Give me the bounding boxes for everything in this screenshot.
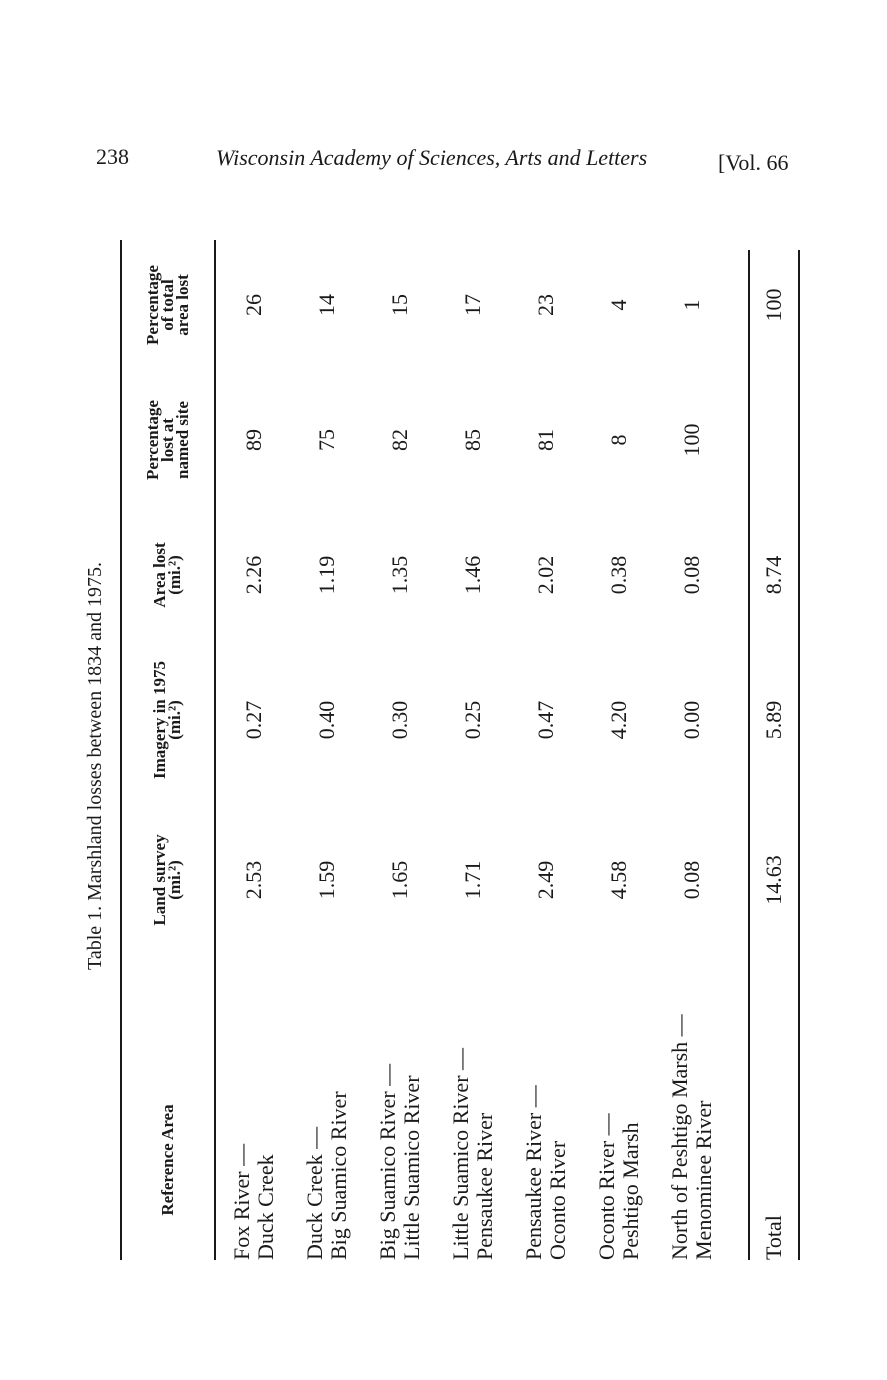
cell-percentage-site: 81: [533, 429, 558, 451]
table-top-rule: [120, 240, 122, 1260]
cell-imagery: 4.20: [606, 700, 631, 740]
cell-land-survey: 1.59: [314, 860, 339, 900]
journal-title: Wisconsin Academy of Sciences, Arts and Letters: [216, 145, 648, 170]
marshland-losses-table: [84, 240, 814, 1290]
cell-land-survey: 0.08: [679, 860, 704, 900]
reference-area-line: Big Suamico River: [326, 1091, 351, 1260]
reference-area-line: Menominee River: [691, 1100, 716, 1260]
reference-area-cell: [376, 960, 424, 1260]
cell-area-lost: 1.19: [314, 555, 339, 595]
total-bottom-rule: [798, 250, 800, 1260]
cell-area-lost: 1.46: [460, 555, 485, 595]
reference-area-cell: [303, 960, 351, 1260]
reference-area-line: Fox River —: [229, 1143, 254, 1260]
cell-area-lost: 2.02: [533, 555, 558, 595]
total-land-survey: 14.63: [761, 855, 786, 905]
reference-area-cell: [230, 960, 278, 1260]
cell-land-survey: 2.49: [533, 860, 558, 900]
reference-area-line: North of Peshtigo Marsh —: [667, 1014, 692, 1260]
cell-percentage-total: 14: [314, 294, 339, 316]
cell-land-survey: 4.58: [606, 860, 631, 900]
cell-percentage-site: 89: [241, 429, 266, 451]
cell-area-lost: 0.08: [679, 555, 704, 595]
volume-label: [Vol. 66: [718, 150, 789, 175]
cell-imagery: 0.40: [314, 700, 339, 740]
cell-percentage-total: 4: [606, 299, 631, 311]
reference-area-line: Pensaukee River —: [521, 1085, 546, 1260]
cell-area-lost: 0.38: [606, 555, 631, 595]
reference-area-line: Duck Creek: [253, 1154, 278, 1260]
cell-percentage-total: 15: [387, 294, 412, 316]
header-bottom-rule: [214, 240, 216, 1260]
reference-area-line: Peshtigo Marsh: [618, 1122, 643, 1260]
cell-imagery: 0.00: [679, 700, 704, 740]
cell-percentage-site: 8: [606, 434, 631, 446]
total-area-lost: 8.74: [761, 555, 786, 595]
page-number: 238: [96, 144, 129, 169]
total-top-rule: [748, 250, 750, 1260]
cell-imagery: 0.27: [241, 700, 266, 740]
cell-area-lost: 2.26: [241, 555, 266, 595]
reference-area-line: Oconto River: [545, 1140, 570, 1260]
reference-area-line: Little Suamico River —: [448, 1047, 473, 1260]
cell-land-survey: 2.53: [241, 860, 266, 900]
cell-percentage-total: 17: [460, 294, 485, 316]
cell-land-survey: 1.71: [460, 860, 485, 900]
reference-area-cell: [595, 960, 643, 1260]
header-area-lost: Area lost (mi.²): [150, 542, 184, 608]
reference-area-line: Oconto River —: [594, 1113, 619, 1260]
cell-imagery: 0.25: [460, 700, 485, 740]
cell-percentage-total: 26: [241, 294, 266, 316]
cell-percentage-site: 100: [679, 423, 704, 457]
header-reference-area: Reference Area: [157, 1104, 177, 1216]
reference-area-line: Duck Creek —: [302, 1126, 327, 1260]
cell-percentage-total: 23: [533, 294, 558, 316]
header-imagery-1975: Imagery in 1975 (mi.²): [150, 660, 184, 780]
header-percentage-total: Percentage of total area lost: [142, 265, 192, 345]
reference-area-line: Big Suamico River —: [375, 1063, 400, 1260]
reference-area-cell: [522, 960, 570, 1260]
total-percentage: 100: [761, 288, 786, 322]
total-label: Total: [761, 1215, 786, 1260]
header-percentage-lost-site: Percentage lost at named site: [142, 400, 192, 480]
cell-percentage-site: 75: [314, 429, 339, 451]
table-caption: Table 1. Marshland losses between 1834 and 1975.: [84, 562, 106, 970]
total-imagery: 5.89: [761, 700, 786, 740]
header-land-survey: Land survey (mi.²): [150, 834, 184, 926]
cell-imagery: 0.30: [387, 700, 412, 740]
cell-land-survey: 1.65: [387, 860, 412, 900]
reference-area-line: Pensaukee River: [472, 1112, 497, 1260]
running-head: [0, 0, 887, 200]
cell-percentage-site: 82: [387, 429, 412, 451]
cell-percentage-total: 1: [679, 299, 704, 311]
cell-area-lost: 1.35: [387, 555, 412, 595]
reference-area-line: Little Suamico River: [399, 1075, 424, 1260]
cell-imagery: 0.47: [533, 700, 558, 740]
reference-area-cell: [668, 960, 716, 1260]
cell-percentage-site: 85: [460, 429, 485, 451]
reference-area-cell: [449, 960, 497, 1260]
